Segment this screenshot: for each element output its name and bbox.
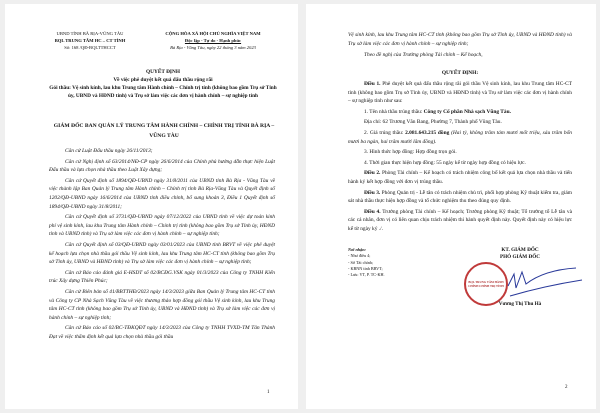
- page2-body-top: [348, 31, 572, 62]
- basis-paragraph: Căn cứ Quyết định số 1894/QĐ-UBND ngày 31/8/2011 của UBND tỉnh Bà Rịa - Vũng Tàu về việc thành lập Ban Quản lý Trung tâm Hành chính – Chính trị tỉnh Bà Rịa-Vũng Tàu và Quyết định số 1202/QĐ-UBND ngày 16/6/2014 của UBND tỉnh điều chỉnh, bổ sung khoản 3, Điều 1 Quyết định số 1894/QĐ-UBND ngày 31/8/2011;: [49, 177, 275, 210]
- nation-line-1: CỘNG HÒA XÃ HỘI CHỦ NGHĨA VIỆT NAM: [165, 31, 261, 36]
- basis-paragraph: Căn cứ Quyết định số 03/QĐ-UBND ngày 03/01/2023 của UBND tỉnh BRVT về việc phê duyệt kế hoạch lựa chọn nhà thầu gói thầu Vệ sinh kính, lau khu Trung tâm HC-CT tỉnh (không bao gồm Trụ sở Tỉnh ủy, UBND và HĐND tỉnh) và Trụ sở làm việc các đơn vị hành chính – sự nghiệp tỉnh;: [49, 241, 275, 266]
- basis-paragraph: Căn cứ Luật Đấu thầu ngày 26/11/2013;: [65, 148, 153, 154]
- page-number: 1: [267, 390, 270, 395]
- legal-basis: [49, 147, 275, 343]
- article-label: Điều 3.: [364, 189, 381, 196]
- stamp-text: BQL TRUNG TÂM HÀNH CHÍNH CHÍNH TRỊ TỈNH: [468, 280, 504, 288]
- article-text: Phòng Quản trị - Lễ tân có trách nhiệm chủ trì, phối hợp phòng Kỹ thuật kiểm tra, giám sát nhà thầu thực hiện hợp đồng và tổ chức nghiệm thu theo đúng quy định.: [348, 189, 572, 205]
- sign-title-2: PHÓ GIÁM ĐỐC: [499, 254, 541, 260]
- recipient: - Sở Tài chính;: [348, 259, 374, 265]
- item-label: 1. Tên nhà thầu trúng thầu:: [364, 108, 423, 115]
- article-4: [348, 208, 572, 234]
- article-text: Trưởng phòng Tài chính – Kế hoạch; Trưởng phòng Kỹ thuật; Tổ trưởng tổ Lễ tân và các cá nhân, đơn vị có liên quan chịu trách nhiệm thi hành quyết định này. Quyết định này có hiệu lực kể từ ngày ký ./.: [348, 208, 572, 232]
- page-number: 2: [565, 385, 568, 390]
- article-label: Điều 1.: [364, 81, 381, 87]
- signature-title: [470, 247, 570, 261]
- article-1: [348, 80, 572, 106]
- basis-paragraph: Căn cứ Báo cáo đánh giá E-HSDT số 02/BCĐG.VSK ngày 01/3/2023 của Công ty TNHH Kiến trúc Xây dựng Thiên Phúc;: [49, 269, 275, 285]
- nation-line-2: Độc lập - Tự do - Hạnh phúc: [184, 38, 242, 43]
- decision-title-block: [49, 68, 277, 100]
- recipients: [348, 247, 438, 278]
- package-name: Gói thầu: Vệ sinh kính, lau khu Trung tâm Hành chính – Chính trị tỉnh (không bao gồm Trụ sở Tỉnh ủy, UBND và HĐND tỉnh) và Trụ sở làm việc các đơn vị hành chính – sự nghiệp tỉnh: [49, 85, 277, 99]
- issuing-agency: [35, 30, 145, 51]
- basis-paragraph: Căn cứ Nghị định số 63/2014/NĐ-CP ngày 26/6/2014 của Chính phủ hướng dẫn thực hiện Luật Đấu thầu và lựa chọn nhà thầu theo Luật Xây dựng;: [49, 158, 275, 174]
- item-label: 2. Giá trúng thầu:: [364, 129, 404, 136]
- decision-articles: [348, 80, 572, 236]
- item-1: [348, 108, 572, 117]
- item-4: 4. Thời gian thực hiện hợp đồng: 55 ngày kể từ ngày hợp đồng có hiệu lực.: [364, 159, 526, 166]
- authority-heading: GIÁM ĐỐC BAN QUẢN LÝ TRUNG TÂM HÀNH CHÍNH – CHÍNH TRỊ TỈNH BÀ RỊA – VŨNG TÀU: [53, 123, 275, 139]
- agency-line-1: UBND TỈNH BÀ RỊA-VŨNG TÀU: [56, 31, 124, 36]
- item-2: [348, 129, 572, 146]
- recipient: - Như điều 4;: [348, 253, 371, 259]
- decision-heading: QUYẾT ĐỊNH:: [441, 70, 479, 76]
- basis-paragraph: Căn cứ Biên bản số 41/BBTTHĐ/2023 ngày 14/3/2023 giữa Ban Quản lý Trung tâm HC-CT tỉnh và Công ty CP Nhà Sạch Vũng Tàu về việc thương thảo hợp đồng gói thầu Vệ sinh kính, lau khu Trung tâm HC-CT tỉnh (không bao gồm Trụ sở Tỉnh ủy, UBND và HĐND tỉnh) và Trụ sở làm việc các đơn vị hành chính – sự nghiệp tỉnh;: [49, 288, 275, 321]
- article-label: Điều 4.: [364, 208, 381, 215]
- document-number: Số: 168 /QĐ-BQLTTHCCT: [64, 45, 116, 50]
- decision-title: QUYẾT ĐỊNH: [146, 69, 180, 75]
- recipients-title: Nơi nhận:: [348, 247, 366, 252]
- national-header: [145, 30, 281, 51]
- article-text: Phòng Tài chính – Kế hoạch có trách nhiệm công bố kết quả lựa chọn nhà thầu và tiến hành ký kết hợp đồng với đơn vị trúng thầu.: [348, 170, 572, 185]
- document-page-2: [306, 4, 596, 409]
- price-in-words: (Hai tỷ, không trăm tám mươi mốt triệu, sáu trăm bốn mươi ba ngàn, hai trăm mười lăm đồng).: [348, 129, 572, 145]
- article-3: [348, 189, 572, 206]
- winning-price: 2.081.643.215 đồng: [405, 129, 450, 136]
- winning-bidder: Công ty Cổ phần Nhà sạch Vũng Tàu.: [423, 108, 511, 115]
- basis-paragraph: Căn cứ Báo cáo số 02/BC-TĐKQĐT ngày 14/3/2023 của Công ty TNHH TVXD-TM Tân Thành Đạt về việc thẩm định kết quả lựa chọn nhà thầu gói thầu: [49, 325, 275, 340]
- continuation-text: Vệ sinh kính, lau khu Trung tâm HC-CT tỉnh (không bao gồm Trụ sở Tỉnh ủy, UBND và HĐND tỉnh) và Trụ sở làm việc các đơn vị hành chính – sự nghiệp tỉnh;: [348, 32, 572, 47]
- proposal-text: Theo đề nghị của Trưởng phòng Tài chính – Kế hoạch,: [364, 52, 483, 59]
- sign-title-1: KT. GIÁM ĐỐC: [501, 247, 539, 253]
- article-text: Phê duyệt kết quả đấu thầu rộng rãi gói thầu Vệ sinh kính, lau khu Trung tâm HC-CT tỉnh (không bao gồm Trụ sở Tỉnh ủy, UBND và HĐND tỉnh) và Trụ sở làm việc các đơn vị hành chính – sự nghiệp tỉnh như sau:: [348, 81, 572, 105]
- recipient: - Lưu: VT, P. TC-KH.: [348, 272, 385, 278]
- decision-subtitle: Về việc phê duyệt kết quả đấu thầu rộng rãi: [113, 77, 213, 83]
- signer-name: Vương Thị Thu Hà: [498, 301, 542, 307]
- document-page-1: [5, 4, 298, 409]
- basis-paragraph: Căn cứ Quyết định số 3731/QĐ-UBND ngày 07/12/2022 của UBND tỉnh về việc dự toán kinh phí vệ sinh kính, lau khu Trung tâm Hành chính – Chính trị tỉnh (không bao gồm Trụ sở Tỉnh ủy, HĐND tỉnh và UBND tỉnh) và Trụ sở làm việc các đơn vị hành chính – sự nghiệp tỉnh;: [49, 214, 275, 238]
- bidder-address: Địa chỉ: 62 Trương Văn Bang, Phường 7, Thành phố Vũng Tàu.: [364, 119, 502, 126]
- agency-line-2: BQL TRUNG TÂM HC – CT TỈNH: [54, 38, 126, 43]
- recipient: - KBNN tỉnh BRVT;: [348, 265, 383, 271]
- article-2: [348, 169, 572, 186]
- place-date: Bà Rịa - Vũng Tàu, ngày 22 tháng 3 năm 2023: [170, 45, 256, 50]
- article-label: Điều 2.: [364, 170, 381, 177]
- item-3: 3. Hình thức hợp đồng: Hợp đồng trọn gói.: [364, 149, 457, 156]
